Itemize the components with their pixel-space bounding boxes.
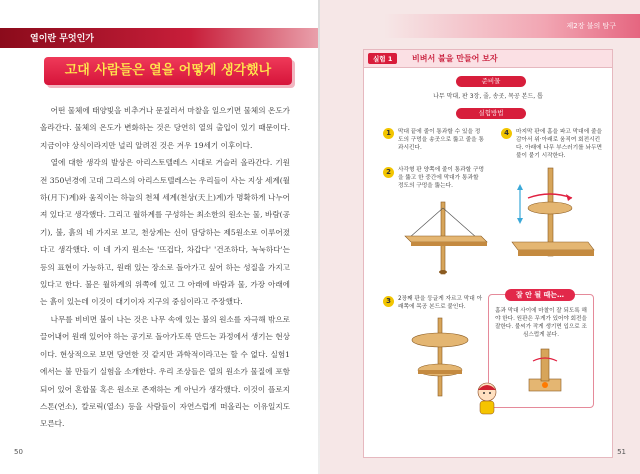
rotation-illustration <box>508 168 594 272</box>
step-text: 2장째 판을 둥글게 자르고 막대 아래쪽에 목공 본드로 붙인다. <box>398 296 483 310</box>
page-number-right: 51 <box>617 448 626 456</box>
chapter-label-right: 제2장 불의 탐구 <box>566 22 616 30</box>
chapter-header-band <box>0 28 318 48</box>
fire-drill-illustration <box>395 202 491 286</box>
tip-text: 홈과 막대 사이에 마찰이 잘 되도록 해야 한다. 원판은 무게가 있어야 회전을 잘한다. 불씨가 작게 생기면 입으로 조심스럽게 분다. <box>495 308 587 338</box>
experiment-tag: 실험 1 <box>368 53 397 64</box>
section-title: 고대 사람들은 열을 어떻게 생각했나 <box>64 63 272 78</box>
body-text <box>40 102 290 433</box>
method-header: 실험방법 <box>456 108 526 119</box>
paragraph: 열에 대한 생각의 발상은 아리스토텔레스 시대로 거슬러 올라간다. 기원전 350년경에 고대 그리스의 아리스토텔레스는 우리들이 사는 지상 세계(월하(月下)계)와 움직이는 하늘의 천체 세계(천상(天上)계)가 명확하게 나누어져 있다고 생각했다. 그리고 월하계를 구성하는 최소한의 원소는 물, 바람(공기), 불, 흙의 네 가지로 보고, 천상계는 신이 담당하는 제5원소로 이루어졌다고 생각했다. 이 네 가지 원소는 '뜨겁다, 차갑다' '건조하다, 눅눅하다'는 등의 표현이 가능하고, 원래 있는 장소로 돌아가고 싶어 하는 성질을 가지고 있다고 한다. 불은 월하계의 위쪽에 있고 그 아래에 바람과 물, 가장 아래에는 흙이 있는데 이것이 대기이자 지구의 중심이라고 주장했다. <box>40 158 290 307</box>
tip-box <box>488 291 594 408</box>
step-number: 3 <box>383 296 394 307</box>
disc-illustration <box>405 318 475 396</box>
chapter-label: 열이란 무엇인가 <box>30 34 94 44</box>
paragraph: 나무를 비비면 불이 나는 것은 나무 속에 있는 불의 원소를 자극해 밖으로 끌어내어 원래 있어야 하는 공기로 돌아가도록 만드는 과정에서 생기는 현상이다. 현상적으로 보면 당연한 것 같지만 과학적이라고는 할 수 없다. 실험1에서는 불 만들기 실험을 소개한다. 우리 조상들은 열의 원소가 물질에 포함되어 있어 혼합물 혹은 원소로 존재하는 게 아닌가 생각했다. 이것이 플로지스톤(연소), 칼로릭(열소) 등을 사람들이 자연스럽게 떠올리는 이유일지도 모른다. <box>40 314 290 429</box>
materials-list: 나무 막대, 판 3장, 줄, 송곳, 목공 본드, 톱 <box>433 93 543 100</box>
step-text: 사각형 판 양쪽에 줄이 통과할 구멍을 뚫고 한 중간에 막대가 통과할 정도의 구멍을 뚫는다. <box>398 167 484 189</box>
chapter-header-band-right <box>320 14 640 38</box>
page-number-left: 50 <box>14 448 23 456</box>
tip-title: 잘 안 될 때는… <box>505 289 575 301</box>
materials-header: 준비물 <box>456 76 526 87</box>
cartoon-character-icon <box>474 382 500 416</box>
step-number: 2 <box>383 167 394 178</box>
section-title-box <box>44 57 292 85</box>
paragraph: 어떤 물체에 태양빛을 비추거나 문질러서 마찰을 일으키면 물체의 온도가 올라간다. 물체의 온도가 변화하는 것은 당연히 열의 출입이 있기 때문이다. 지금이야 상식이라지만 널리 알려진 것은 겨우 19세기 이후이다. <box>40 106 290 150</box>
step-number: 1 <box>383 128 394 139</box>
step-text: 마지막 판에 홈을 파고 막대에 줄을 감아서 위·아래로 움직여 회전시킨다. 아래에 나무 부스러기를 놔두면 불이 붙기 시작한다. <box>516 129 602 159</box>
experiment-title: 비벼서 불을 만들어 보자 <box>412 54 498 63</box>
drill-closeup-icon <box>525 349 565 395</box>
step-text: 막대 끝에 줄이 통과할 수 있을 정도의 구멍을 송곳으로 뚫고 줄을 통과시킨다. <box>398 129 484 151</box>
experiment-header <box>364 50 612 68</box>
step-number: 4 <box>501 128 512 139</box>
